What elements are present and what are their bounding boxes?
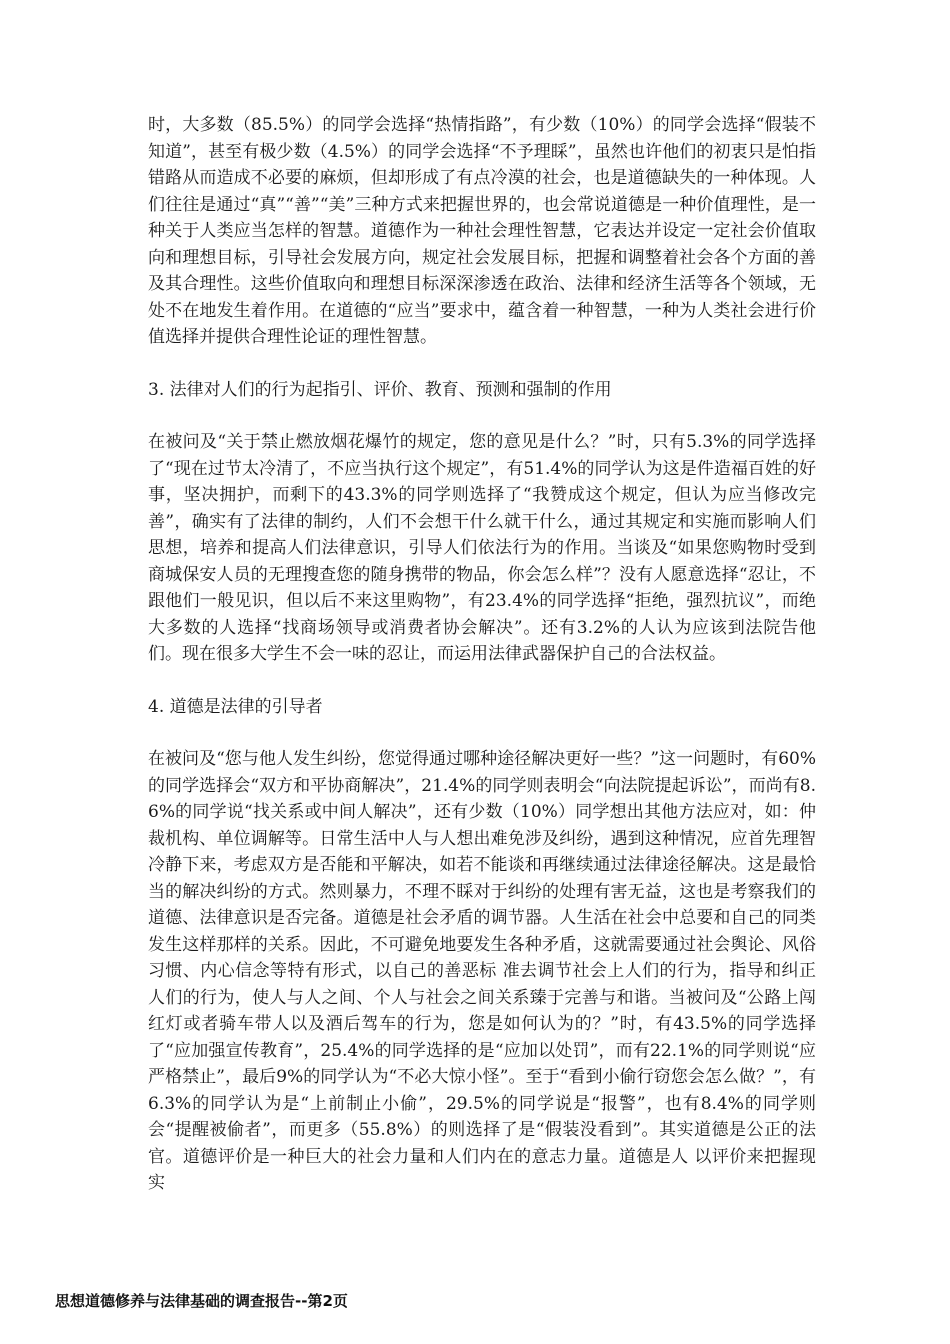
page-footer: 思想道德修养与法律基础的调查报告--第2页	[55, 1292, 348, 1310]
paragraph-law-guidance: 在被问及“关于禁止燃放烟花爆竹的规定，您的意见是什么？”时，只有5.3%的同学选择了“现在过节太冷清了，不应当执行这个规定”，有51.4%的同学认为这是件造福百姓的好事，坚决拥护，而剩下的43.3%的同学则选择了“我赞成这个规定，但认为应当修改完善”，确实有了法律的制约，人们不会想干什么就干什么，通过其规定和实施而影响人们思想，培养和提高人们法律意识，引导人们依法行为的作用。当谈及“如果您购物时受到商城保安人员的无理搜查您的随身携带的物品，你会怎么样”？没有人愿意选择“忍让，不跟他们一般见识，但以后不来这里购物”，有23.4%的同学选择“拒绝，强烈抗议”，而绝大多数的人选择“找商场领导或消费者协会解决”。还有3.2%的人认为应该到法院告他们。现在很多大学生不会一味的忍让，而运用法律武器保护自己的合法权益。	[148, 432, 816, 664]
page-body	[148, 112, 816, 1197]
section-heading-4: 4. 道德是法律的引导者	[148, 696, 323, 717]
section-heading-3: 3. 法律对人们的行为起指引、评价、教育、预测和强制的作用	[148, 379, 612, 400]
paragraph-moral-wisdom: 时，大多数（85.5%）的同学会选择“热情指路”，有少数（10%）的同学会选择“假装不知道”，甚至有极少数（4.5%）的同学会选择“不予理睬”，虽然也许他们的初衷只是怕指错路从而造成不必要的麻烦，但却形成了有点冷漠的社会，也是道德缺失的一种体现。人们往往是通过“真”“善”“美”三种方式来把握世界的，也会常说道德是一种价值理性，是一种关于人类应当怎样的智慧。道德作为一种社会理性智慧，它表达并设定一定社会价值取向和理想目标，引导社会发展方向，规定社会发展目标，把握和调整着社会各个方面的善及其合理性。这些价值取向和理想目标深深渗透在政治、法律和经济生活等各个领域，无处不在地发生着作用。在道德的“应当”要求中，蕴含着一种智慧，一种为人类社会进行价值选择并提供合理性论证的理性智慧。	[148, 115, 816, 347]
paragraph-morality-guides-law: 在被问及“您与他人发生纠纷，您觉得通过哪种途径解决更好一些？”这一问题时，有60%的同学选择会“双方和平协商解决”，21.4%的同学则表明会“向法院提起诉讼”，而尚有8.6%的同学说“找关系或中间人解决”，还有少数（10%）同学想出其他方法应对，如：仲裁机构、单位调解等。日常生活中人与人想出难免涉及纠纷，遇到这种情况，应首先理智冷静下来，考虑双方是否能和平解决，如若不能谈和再继续通过法律途径解决。这是最恰当的解决纠纷的方式。然则暴力，不理不睬对于纠纷的处理有害无益，这也是考察我们的道德、法律意识是否完备。道德是社会矛盾的调节器。人生活在社会中总要和自己的同类发生这样那样的关系。因此，不可避免地要发生各种矛盾，这就需要通过社会舆论、风俗习惯、内心信念等特有形式，以自己的善恶标 准去调节社会上人们的行为，指导和纠正人们的行为，使人与人之间、个人与社会之间关系臻于完善与和谐。当被问及“公路上闯红灯或者骑车带人以及酒后驾车的行为，您是如何认为的？”时，有43.5%的同学选择了“应加强宣传教育”，25.4%的同学选择的是“应加以处罚”，而有22.1%的同学则说“应严格禁止”，最后9%的同学认为“不必大惊小怪”。至于“看到小偷行窃您会怎么做？”，有6.3%的同学认为是“上前制止小偷”，29.5%的同学说是“报警”，也有8.4%的同学则会“提醒被偷者”，而更多（55.8%）的则选择了是“假装没看到”。其实道德是公正的法官。道德评价是一种巨大的社会力量和人们内在的意志力量。道德是人 以评价来把握现实	[148, 749, 816, 1193]
